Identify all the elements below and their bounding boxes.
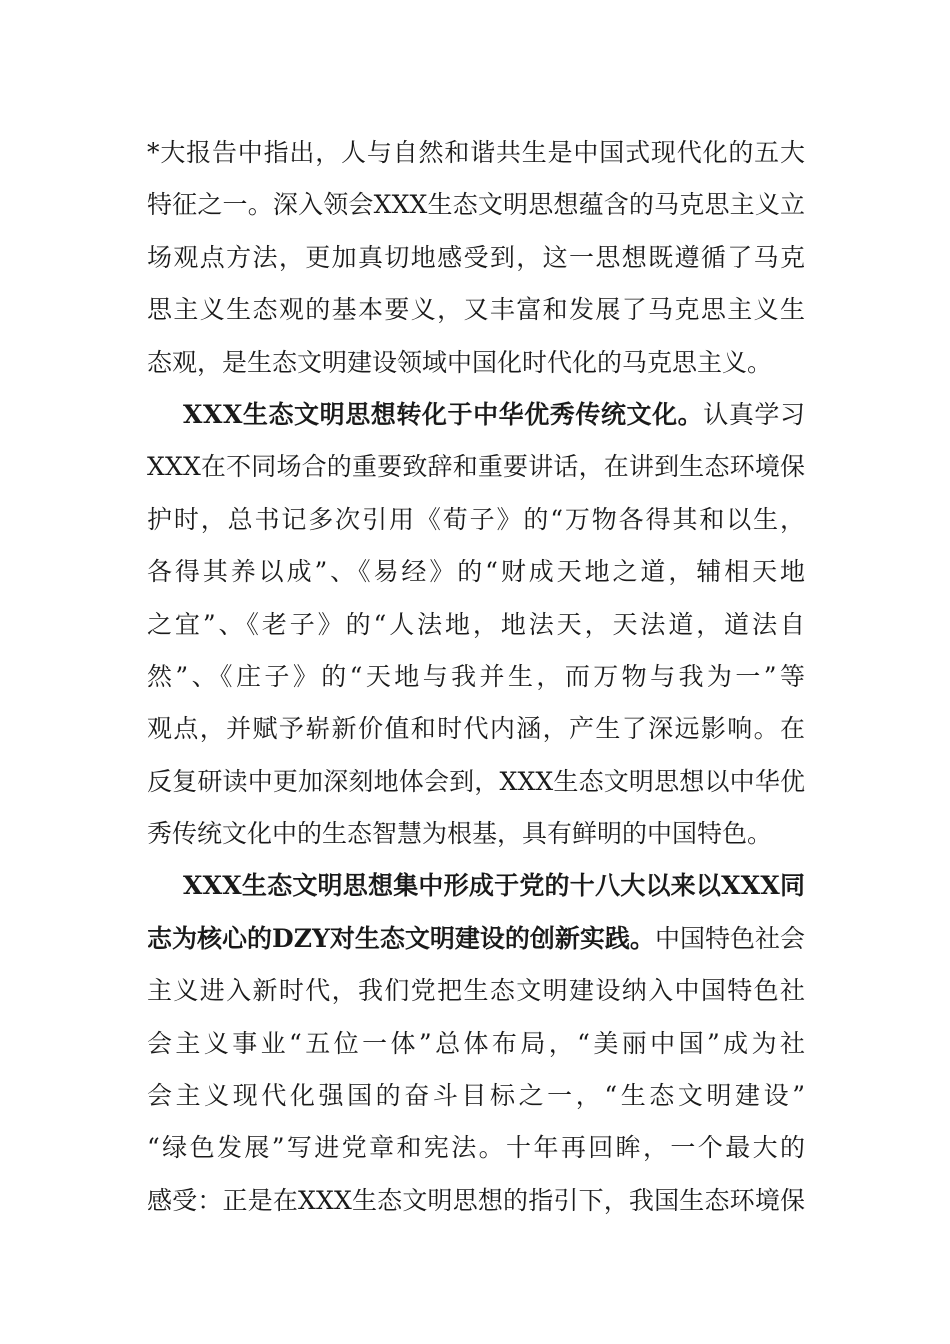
line-content <box>147 913 805 965</box>
text-segment: 感受：正是在XXX生态文明思想的指引下，我国生态环境保 <box>147 1185 806 1215</box>
heading-sentence: 志为核心的DZY对生态文明建设的创新实践。 <box>147 923 655 953</box>
text-line <box>147 965 805 1017</box>
text-line <box>147 1122 808 1174</box>
document-body <box>147 127 809 1227</box>
text-segment: *大报告中指出，人与自然和谐共生是中国式现代化的五大 <box>147 138 806 167</box>
paragraph-3 <box>147 860 809 1227</box>
text-segment: 秀传统文化中的生态智慧为根基，具有鲜明的中国特色。 <box>147 819 773 849</box>
heading-sentence: XXX生态文明思想集中形成于党的十八大以来以XXX同 <box>183 871 806 901</box>
line-content <box>183 389 806 441</box>
text-line <box>147 284 805 336</box>
text-line <box>147 1070 809 1122</box>
text-segment: 各得其养以成”、《易经》的“财成天地之道，辅相天地 <box>147 557 808 587</box>
text-line <box>147 860 805 912</box>
text-segment: 态观，是生态文明建设领域中国化时代化的马克思主义。 <box>147 347 773 377</box>
text-line <box>147 179 805 231</box>
text-segment: 主义进入新时代，我们党把生态文明建设纳入中国特色社 <box>147 976 807 1006</box>
text-segment: 然”、《庄子》的“天地与我并生，而万物与我为一”等 <box>147 661 809 691</box>
text-line <box>147 337 805 389</box>
text-line <box>147 756 805 808</box>
text-line <box>147 1018 809 1070</box>
text-line <box>147 703 805 755</box>
text-segment: 之宜”、《老子》的“人法地，地法天，天法道，道法自 <box>147 609 808 639</box>
paragraph-2 <box>147 389 809 861</box>
text-line <box>147 494 805 546</box>
text-line <box>147 808 805 860</box>
text-line <box>147 546 808 598</box>
text-segment: 会主义现代化强国的奋斗目标之一，“生态文明建设” <box>147 1081 809 1111</box>
text-segment: XXX在不同场合的重要致辞和重要讲话，在讲到生态环境保 <box>147 452 806 482</box>
text-line <box>147 441 805 493</box>
text-segment: 场观点方法，更加真切地感受到，这一思想既遵循了马克 <box>147 242 807 272</box>
heading-sentence: XXX生态文明思想转化于中华优秀传统文化。 <box>183 399 704 429</box>
text-segment: 特征之一。深入领会XXX生态文明思想蕴含的马克思主义立 <box>147 190 806 220</box>
text-line <box>147 232 805 284</box>
text-line <box>147 651 809 703</box>
text-segment: 认真学习 <box>703 399 806 429</box>
text-line <box>147 599 808 651</box>
text-segment: 会主义事业“五位一体”总体布局，“美丽中国”成为社 <box>147 1028 809 1058</box>
text-segment: 护时，总书记多次引用《荀子》的“万物各得其和以生， <box>147 504 807 534</box>
text-segment: 中国特色社会 <box>654 923 806 953</box>
text-line <box>147 1175 805 1227</box>
text-line <box>147 389 805 441</box>
text-segment: 反复研读中更加深刻地体会到，XXX生态文明思想以中华优 <box>147 766 806 796</box>
text-segment: 思主义生态观的基本要义，又丰富和发展了马克思主义生 <box>147 295 807 325</box>
text-line <box>147 913 805 965</box>
text-segment: 观点，并赋予崭新价值和时代内涵，产生了深远影响。在 <box>147 714 807 744</box>
text-line <box>147 127 805 179</box>
text-segment: “绿色发展”写进党章和宪法。十年再回眸，一个最大的 <box>147 1133 808 1163</box>
paragraph-1 <box>147 127 805 389</box>
